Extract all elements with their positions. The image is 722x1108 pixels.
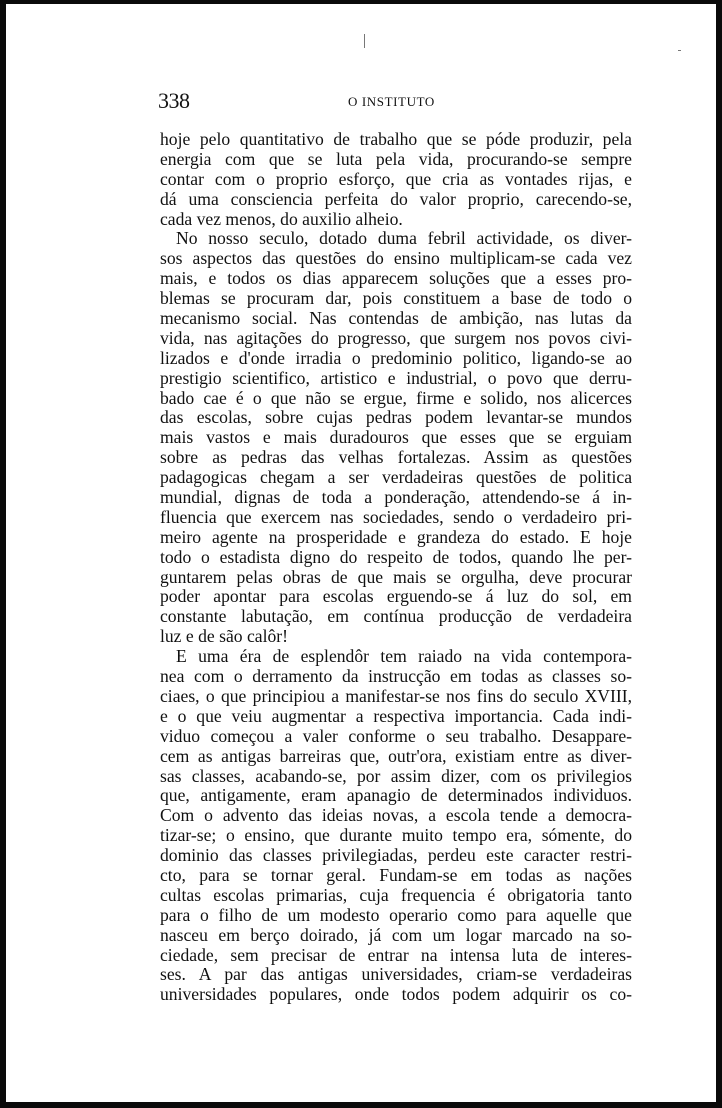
text-line: No nosso seculo, dotado duma febril actividade, os diver- [176,229,632,249]
text-line: ciaes, o que principiou a manifestar-se nos fins do seculo XVIII, [160,686,632,706]
text-line: para o filho de um modesto operario como para aquelle que [160,905,632,925]
scan-speck [678,50,681,51]
text-line: dá uma consciencia perfeita do valor proprio, carecendo-se, [160,189,632,209]
text-line: energia com que se luta pela vida, procurando-se sempre [160,149,632,169]
text-line: todo o estadista digno do respeito de todos, quando lhe per- [160,547,632,567]
text-line: guntarem pelas obras de que mais se orgulha, deve procurar [160,567,632,587]
text-line: universidades populares, onde todos podem adquirir os co- [160,985,632,1005]
text-line: sos aspectos das questões do ensino multiplicam-se cada vez [160,249,632,269]
page-header [158,88,632,116]
text-line: sas classes, acabando-se, por assim dizer, com os privilegios [160,766,632,786]
body-text [160,130,632,1005]
text-line: mundial, dignas de toda a ponderação, attendendo-se á in- [160,488,632,508]
book-page [6,4,716,1102]
text-line: E uma éra de esplendôr tem raiado na vida contempora- [176,647,632,667]
text-line: luz e de são calôr! [160,627,288,647]
text-line: poder apontar para escolas erguendo-se á luz do sol, em [160,587,632,607]
paragraph-2 [160,229,632,647]
text-line: hoje pelo quantitativo de trabalho que se póde produzir, pela [160,130,632,149]
text-line: mais vastos e mais duradouros que esses que se erguiam [160,428,632,448]
text-line: prestigio scientifico, artistico e industrial, o povo que derru- [160,368,632,388]
paragraph-3 [160,647,632,1005]
running-title: O INSTITUTO [348,94,435,109]
scan-speck [364,34,365,48]
text-line: contar com o proprio esforço, que cria as vontades rijas, e [160,169,632,189]
text-line: nasceu em berço doirado, já com um logar marcado na so- [160,925,632,945]
paragraph-1 [160,130,632,229]
text-line: das escolas, sobre cujas pedras podem levantar-se mundos [160,408,632,428]
text-line: mais, e todos os dias apparecem soluções que a esses pro- [160,269,632,289]
text-line: meiro agente na prosperidade e grandeza do estado. E hoje [160,527,632,547]
page-number: 338 [158,88,190,113]
text-line: Com o advento das ideias novas, a escola tende a democra- [160,806,632,826]
text-line: vida, nas agitações do progresso, que surgem nos povos civi- [160,328,632,348]
text-line: cultas escolas primarias, cuja frequencia é obrigatoria tanto [160,885,632,905]
text-line: ses. A par das antigas universidades, criam-se verdadeiras [160,965,632,985]
text-line: e o que veiu augmentar a respectiva importancia. Cada indi- [160,706,632,726]
text-line: que, antigamente, eram apanagio de determinados individuos. [160,786,632,806]
text-line: cem as antigas barreiras que, outr'ora, existiam entre as diver- [160,746,632,766]
text-line: viduo começou a valer conforme o seu trabalho. Desappare- [160,726,632,746]
text-line: padagogicas chegam a ser verdadeiras questões de politica [160,468,632,488]
text-line: constante labutação, em contínua producção de verdadeira [160,607,632,627]
text-line: cto, para se tornar geral. Fundam-se em todas as nações [160,865,632,885]
text-line: cada vez menos, do auxilio alheio. [160,209,403,229]
text-line: tizar-se; o ensino, que durante muito tempo era, sómente, do [160,826,632,846]
text-line: dominio das classes privilegiadas, perdeu este caracter restri- [160,846,632,866]
text-line: fluencia que exercem nas sociedades, sendo o verdadeiro pri- [160,507,632,527]
text-line: blemas se procuram dar, pois constituem a base de todo o [160,289,632,309]
text-line: nea com o derramento da instrucção em todas as classes so- [160,667,632,687]
text-line: ciedade, sem precisar de entrar na intensa luta de interes- [160,945,632,965]
text-line: sobre as pedras das velhas fortalezas. Assim as questões [160,448,632,468]
text-line: lizados e d'onde irradia o predominio politico, ligando-se ao [160,348,632,368]
text-line: mecanismo social. Nas contendas de ambição, nas lutas da [160,309,632,329]
text-line: bado cae é o que não se ergue, firme e solido, nos alicerces [160,388,632,408]
